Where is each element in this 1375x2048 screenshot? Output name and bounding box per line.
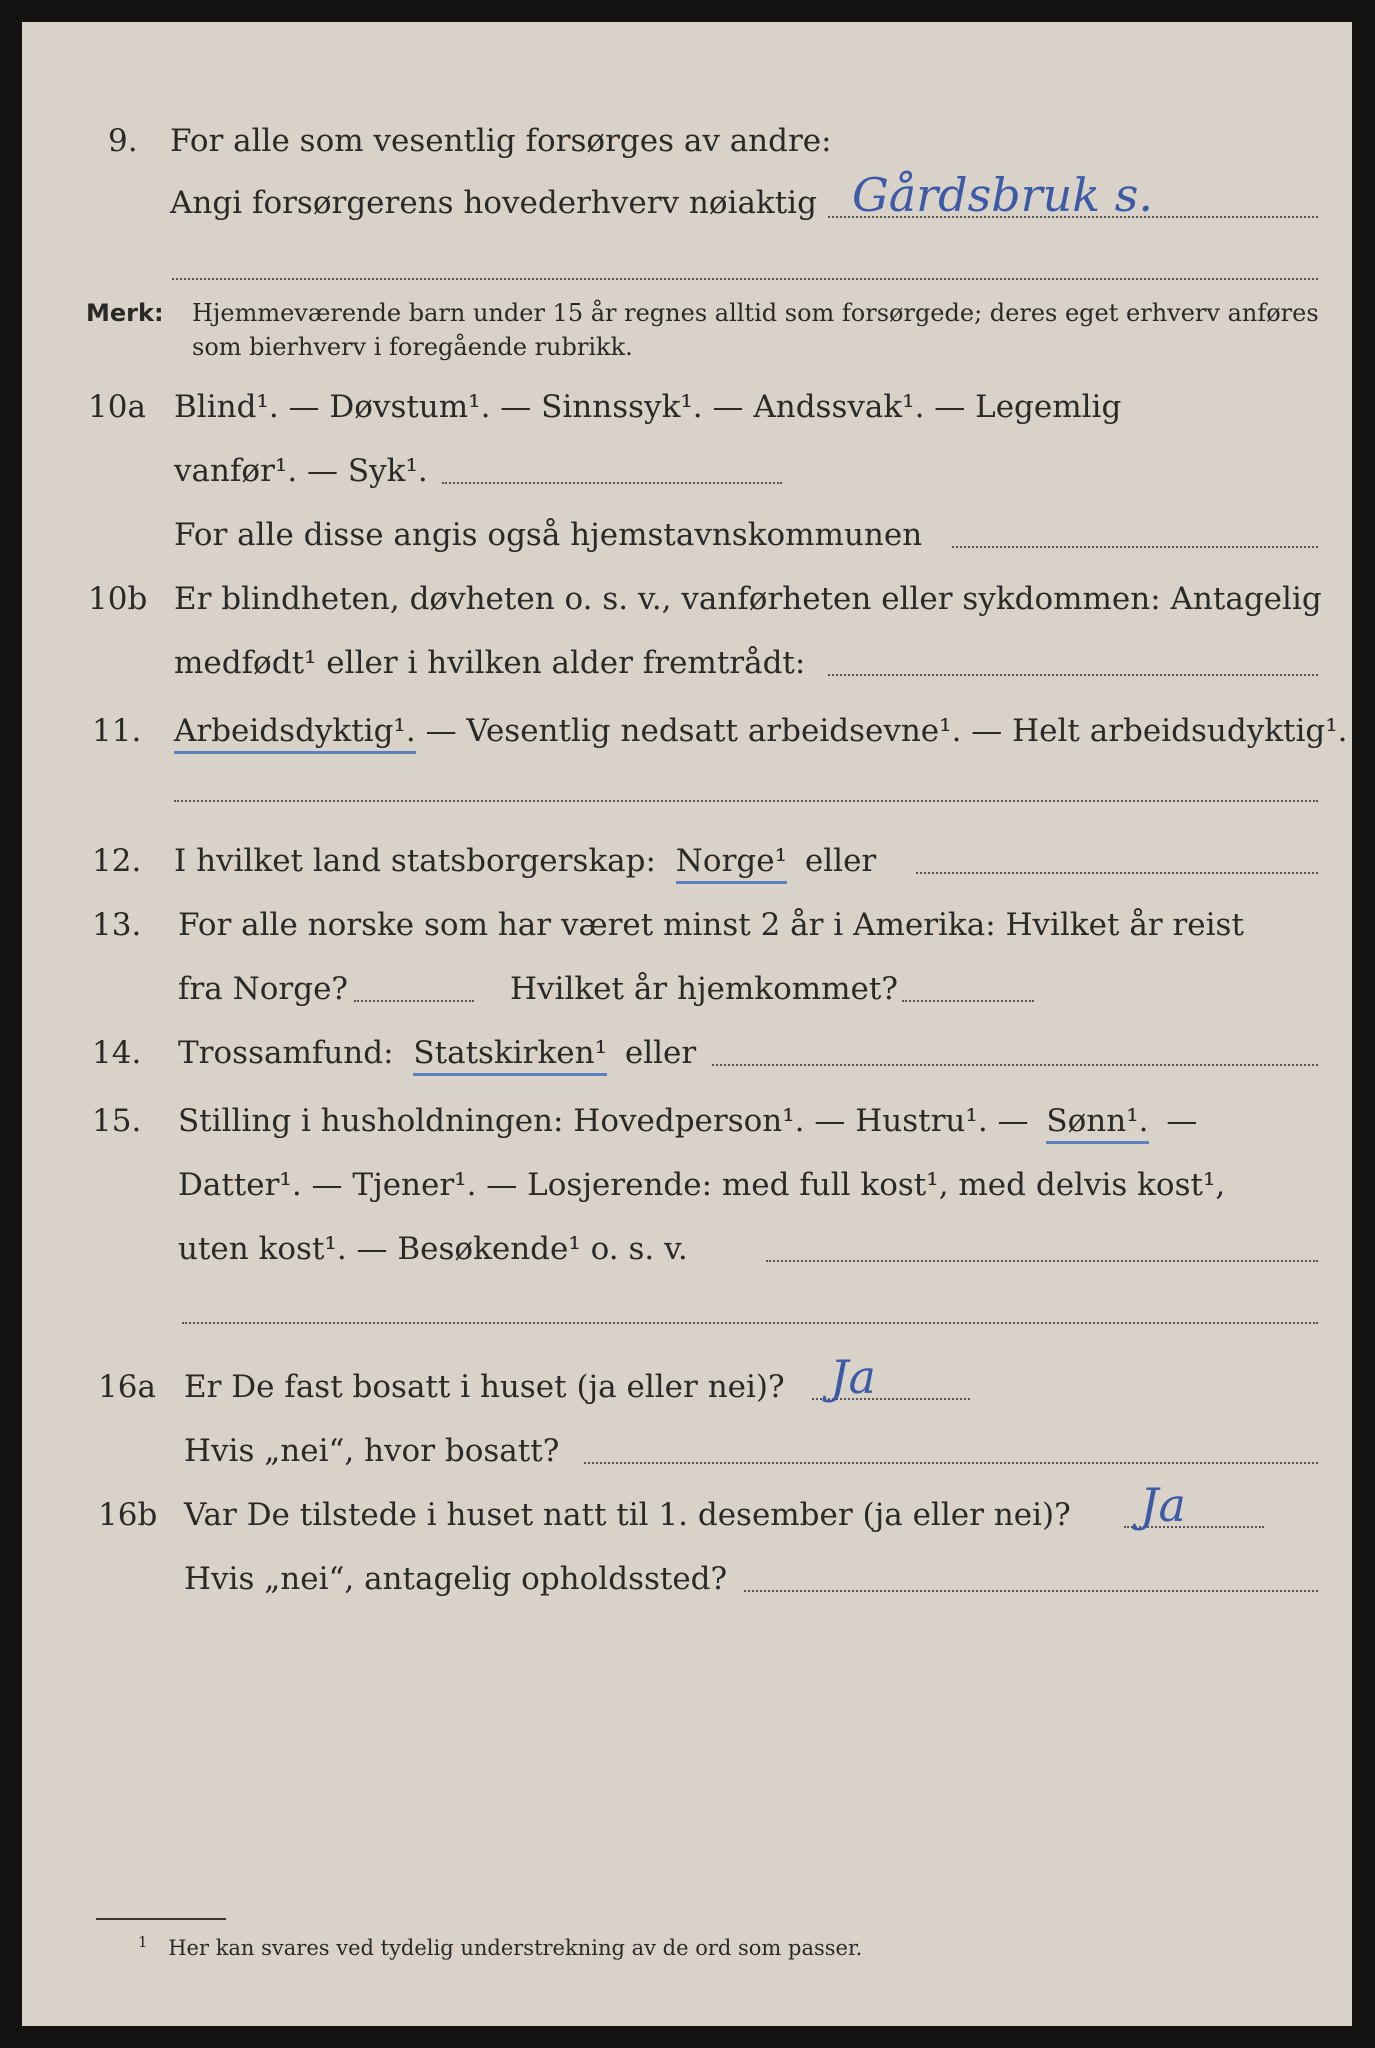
q10a-line3: For alle disse angis også hjemstavnskommunen — [174, 517, 923, 553]
q14-underlined-option: Statskirken¹ — [413, 1035, 607, 1076]
q13-number: 13. — [92, 907, 142, 943]
q16b-handwritten-answer: Ja — [1140, 1478, 1186, 1532]
q14-eller: eller — [624, 1035, 697, 1071]
q9-line2: Angi forsørgerens hovederhverv nøiaktig — [170, 185, 817, 221]
q13-line2a: fra Norge? — [178, 971, 349, 1007]
q11-line — [174, 712, 1348, 750]
q16b-number: 16b — [98, 1497, 158, 1533]
q12-underlined-option: Norge¹ — [676, 843, 787, 884]
q11-number: 11. — [92, 713, 142, 749]
q9-extra-line — [172, 278, 1318, 280]
q9-handwritten-answer: Gårdsbruk s. — [852, 168, 1153, 222]
merk-label: Merk: — [86, 299, 164, 327]
q16a-line1: Er De fast bosatt i huset (ja eller nei)? — [184, 1369, 785, 1405]
q15-line1-text: Stilling i husholdningen: Hovedperson¹. — Hustru¹. — — [178, 1103, 1029, 1139]
q10b-line2: medfødt¹ eller i hvilken alder fremtrådt: — [174, 645, 806, 681]
q10b-number: 10b — [88, 581, 148, 617]
q13-line2b: Hvilket år hjemkommet? — [510, 971, 898, 1007]
q14-field — [712, 1064, 1318, 1066]
q11-underlined-option: Arbeidsdyktig¹. — [174, 713, 416, 754]
q10b-line1: Er blindheten, døvheten o. s. v., vanførheten eller sykdommen: Antagelig — [174, 581, 1322, 617]
footnote — [138, 1928, 862, 1962]
q15-extra-line — [182, 1322, 1318, 1324]
q13-reist-field — [354, 1000, 474, 1002]
q12-question: I hvilket land statsborgerskap: — [174, 843, 656, 879]
q11-field — [174, 800, 1318, 802]
q11-rest: — Vesentlig nedsatt arbeidsevne¹. — Helt arbeidsudyktig¹. — [425, 713, 1348, 749]
q15-line2: Datter¹. — Tjener¹. — Losjerende: med full kost¹, med delvis kost¹, — [178, 1167, 1226, 1203]
q10a-line2-field — [442, 482, 782, 484]
q15-line1 — [178, 1102, 1197, 1140]
q16a-line2: Hvis „nei“, hvor bosatt? — [184, 1433, 560, 1469]
q12-field — [916, 872, 1318, 874]
q15-field — [766, 1260, 1318, 1262]
q16b-line2: Hvis „nei“, antagelig opholdssted? — [184, 1561, 728, 1597]
q10b-field — [828, 674, 1318, 676]
footnote-text: Her kan svares ved tydelig understrekning av de ord som passer. — [168, 1936, 863, 1960]
q15-number: 15. — [92, 1103, 142, 1139]
q13-line1: For alle norske som har været minst 2 år i Amerika: Hvilket år reist — [178, 907, 1244, 943]
q14-line — [178, 1034, 696, 1072]
q15-line3: uten kost¹. — Besøkende¹ o. s. v. — [178, 1231, 688, 1267]
q14-number: 14. — [92, 1035, 142, 1071]
q10a-line1: Blind¹. — Døvstum¹. — Sinnssyk¹. — Andssvak¹. — Legemlig — [174, 389, 1122, 425]
q15-underlined-option: Sønn¹. — [1046, 1103, 1148, 1144]
q16b-field-2 — [744, 1590, 1318, 1592]
q16a-number: 16a — [98, 1369, 156, 1405]
q12-line — [174, 842, 876, 880]
q10a-number: 10a — [88, 389, 146, 425]
q9-number: 9. — [108, 123, 138, 159]
q16a-handwritten-answer: Ja — [830, 1350, 876, 1404]
census-form-page — [22, 22, 1352, 2026]
footnote-rule — [96, 1918, 226, 1920]
q10a-line3-field — [952, 546, 1318, 548]
q16b-line1: Var De tilstede i huset natt til 1. desember (ja eller nei)? — [184, 1497, 1071, 1533]
q10a-line2: vanfør¹. — Syk¹. — [174, 453, 428, 489]
q12-number: 12. — [92, 843, 142, 879]
q16a-bosatt-field — [584, 1462, 1318, 1464]
q9-line1: For alle som vesentlig forsørges av andre: — [170, 123, 832, 159]
merk-text: Hjemmeværende barn under 15 år regnes alltid som forsørgede; deres eget erhverv anføres som bierhverv i foregående rubrikk. — [192, 299, 1319, 361]
q14-question: Trossamfund: — [178, 1035, 394, 1071]
q13-hjemkommet-field — [902, 1000, 1034, 1002]
q12-eller: eller — [804, 843, 877, 879]
footnote-mark: 1 — [138, 1933, 148, 1951]
q15-line1-dash: — — [1166, 1103, 1198, 1139]
